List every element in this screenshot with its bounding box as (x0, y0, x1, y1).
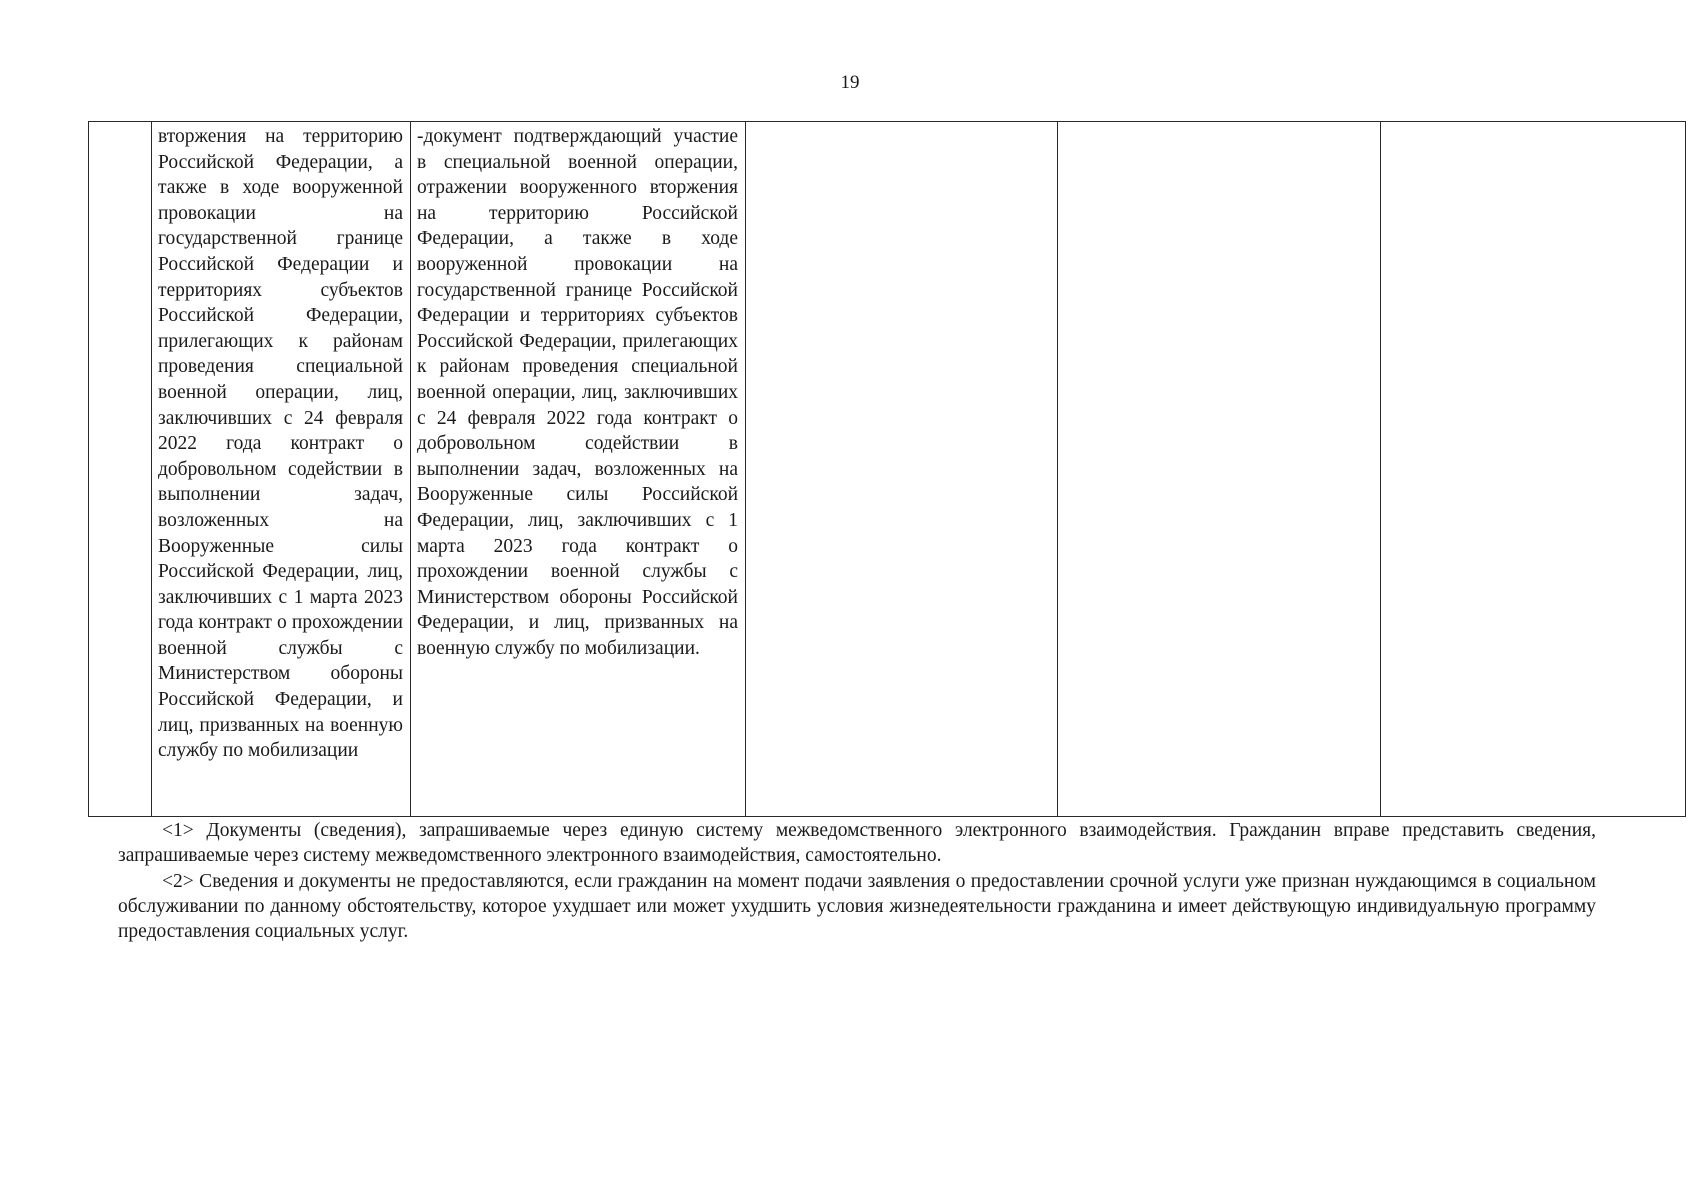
footnote-1: <1> Документы (сведения), запрашиваемые через единую систему межведомственного электронного взаимодействия. Гражданин вправе представить сведения, запрашиваемые через систему межведомственного электронного взаимодействия, самостоятельно. (118, 820, 1596, 866)
cell-empty-3-text (1381, 122, 1685, 124)
footnote-2: <2> Сведения и документы не предоставляются, если гражданин на момент подачи заявления о предоставлении срочной услуги уже признан нуждающимся в социальном обслуживании по данному обстоятельству, которое ухудшает или может ухудшить условия жизнедеятельности гражданина и имеет действующую индивидуальную программу предоставления социальных услуг. (118, 871, 1596, 942)
table-cell-documents (411, 122, 746, 817)
footnotes (118, 818, 1596, 945)
table-cell-number (89, 122, 152, 817)
table-cell-empty-1 (746, 122, 1058, 817)
cell-category-text: вторжения на территорию Российской Федерации, а также в ходе вооруженной провокации на государственной границе Российской Федерации и территориях субъектов Российской Федерации, прилегающих к районам проведения специальной военной операции, лиц, заключивших с 24 февраля 2022 года контракт о добровольном содействии в выполнении задач, возложенных на Вооруженные силы Российской Федерации, лиц, заключивших с 1 марта 2023 года контракт о прохождении военной службы с Министерством обороны Российской Федерации, и лиц, призванных на военную службу по мобилизации (158, 126, 403, 762)
documents-table (88, 121, 1686, 817)
cell-empty-1-text (746, 122, 1057, 124)
cell-documents-text: -документ подтверждающий участие в специальной военной операции, отражении вооруженного вторжения на территорию Российской Федерации, а также в ходе вооруженной провокации на государственной границе Российской Федерации и территориях субъектов Российской Федерации, прилегающих к районам проведения специальной военной операции, лиц, заключивших с 24 февраля 2022 года контракт о добровольном содействии в выполнении задач, возложенных на Вооруженные силы Российской Федерации, лиц, заключивших с 1 марта 2023 года контракт о прохождении военной службы с Министерством обороны Российской Федерации, и лиц, призванных на военную службу по мобилизации. (417, 126, 738, 659)
cell-number-text (89, 122, 151, 124)
table-cell-category (152, 122, 411, 817)
table-row (89, 122, 1686, 817)
page-number: 19 (840, 72, 860, 93)
cell-empty-2-text (1058, 122, 1380, 124)
table-cell-empty-3 (1381, 122, 1686, 817)
table-cell-empty-2 (1058, 122, 1381, 817)
